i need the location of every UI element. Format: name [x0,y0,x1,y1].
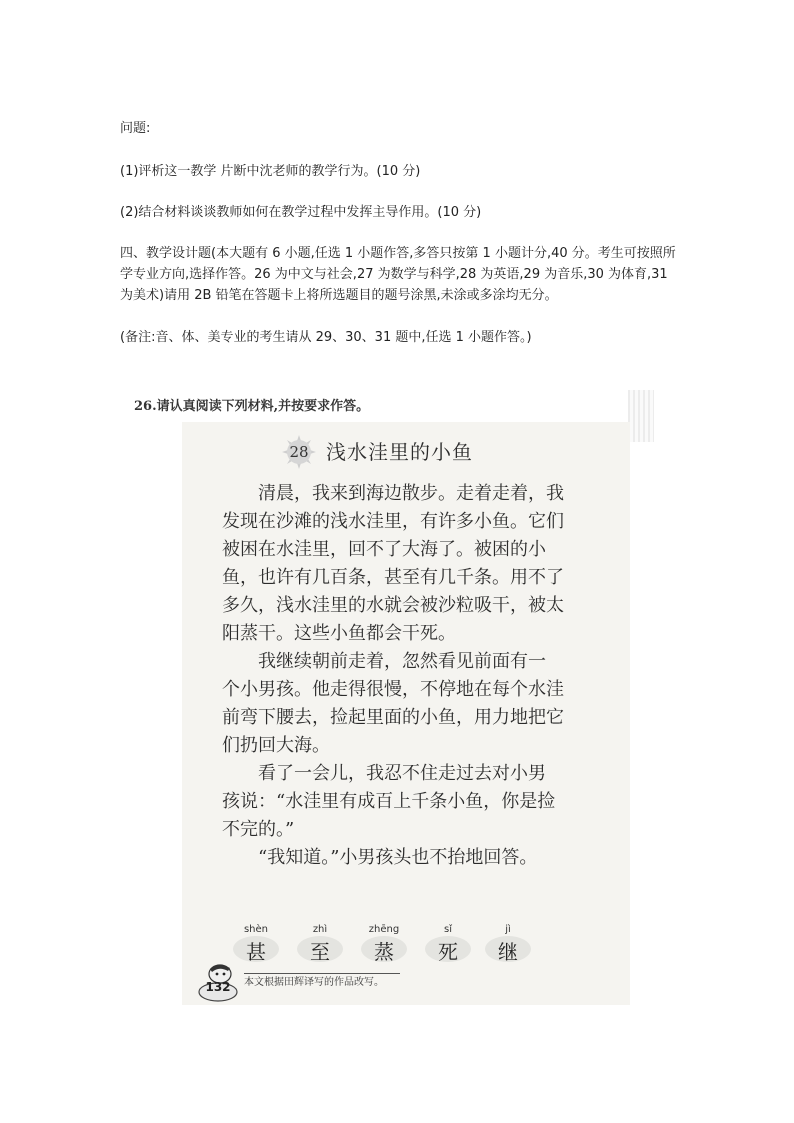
story-line: 看了一会儿，我忍不住走过去对小男 [222,763,546,784]
vocab-item [418,924,478,966]
vocab-item [354,924,414,966]
vocab-pinyin: zhēng [368,924,400,935]
lesson-number-badge [282,435,316,469]
vocab-item [226,924,286,966]
question-1: (1)评析这一教学 片断中沈老师的教学行为。(10 分) [120,164,421,179]
story-line: 阳蒸干。这些小鱼都会干死。 [222,623,456,644]
lesson-number: 28 [289,443,309,461]
vocab-character: 蒸 [374,940,394,964]
story-line: 鱼，也许有几百条，甚至有几千条。用不了 [222,567,564,588]
story-line: 被困在水洼里，回不了大海了。被困的小 [222,539,546,560]
page-number: 132 [205,980,231,994]
margin-decoration [628,390,654,442]
vocab-pinyin: zhì [312,924,328,935]
vocab-item [290,924,350,966]
story-line: 我继续朝前走着，忽然看见前面有一 [222,651,546,672]
vocab-item [478,924,538,966]
vocab-pinyin: shèn [243,924,269,935]
textbook-page [182,422,630,1005]
section-4-note: (备注:音、体、美专业的考生请从 29、30、31 题中,任选 1 小题作答。) [120,330,532,345]
questions-heading: 问题: [120,121,151,136]
story-line: 不完的。” [222,819,295,840]
footer-divider [244,973,400,974]
vocab-pinyin: sǐ [444,924,452,935]
story-line: 个小男孩。他走得很慢，不停地在每个水洼 [222,679,564,700]
vocab-character: 甚 [246,940,266,964]
vocab-character: 死 [438,940,458,964]
section-4-instructions: 四、教学设计题(本大题有 6 小题,任选 1 小题作答,多答只按第 1 小题计分,40 分。考生可按照所学专业方向,选择作答。26 为中文与社会,27 为数学与科学,28 为英语,29 为音乐,30 为体育,31 为美术)请用 2B 铅笔在答题卡上将所选题目的题号涂黑,未涂或多涂均无分。 [120,246,676,303]
story-line: 们扔回大海。 [222,735,330,756]
footer-note: 本文根据田辉译写的作品改写。 [244,977,384,988]
lesson-title: 浅水洼里的小鱼 [326,440,473,464]
item-26-label: 26.请认真阅读下列材料,并按要求作答。 [134,399,370,414]
vocab-character: 至 [310,940,330,964]
story-line: 清晨，我来到海边散步。走着走着，我 [222,483,564,504]
story-line: 发现在沙滩的浅水洼里，有许多小鱼。它们 [222,511,564,532]
vocab-pinyin: jì [505,924,511,935]
vocab-character: 继 [498,940,518,964]
story-line: “我知道。”小男孩头也不抬地回答。 [222,847,538,868]
textbook-scan [120,390,660,1010]
story-line: 孩说：“水洼里有成百上千条小鱼，你是捡 [222,791,556,812]
question-2: (2)结合材料谈谈教师如何在教学过程中发挥主导作用。(10 分) [120,205,482,220]
story-line: 前弯下腰去，捡起里面的小鱼，用力地把它 [222,707,564,728]
story-line: 多久，浅水洼里的水就会被沙粒吸干，被太 [222,595,564,616]
